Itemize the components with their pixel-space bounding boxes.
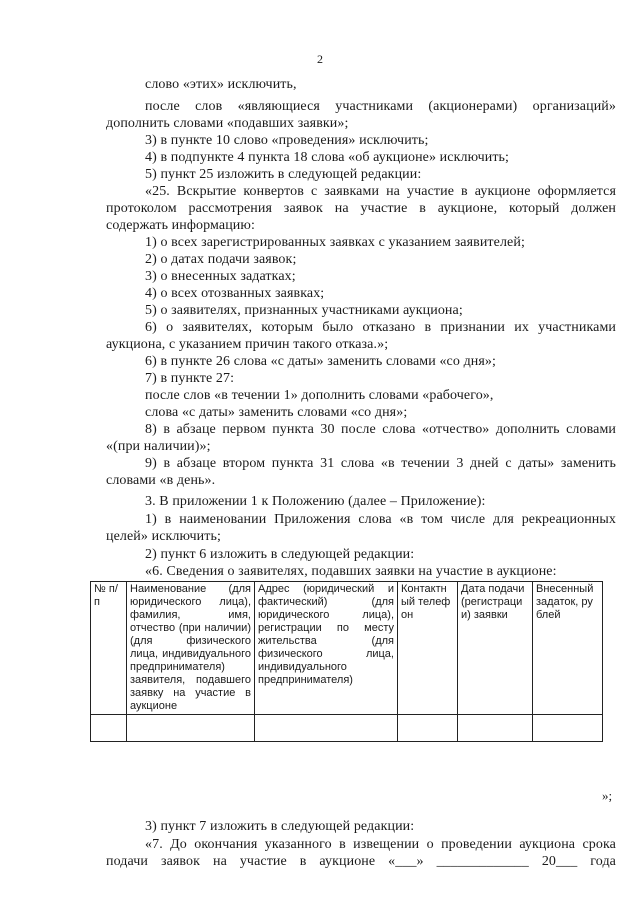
text-line: аукциона, с указанием причин такого отказа.»; — [106, 337, 389, 352]
text-line: 3) в пункте 10 слово «проведения» исключить; — [145, 133, 429, 148]
text-line: 7) в пункте 27: — [145, 371, 235, 386]
table-cell — [127, 715, 255, 742]
text-line: 3) о внесенных задатках; — [145, 269, 296, 284]
text-line: дополнить словами «подавших заявки»; — [106, 116, 349, 131]
text-line: после слов «являющиеся участниками (акционерами) организаций» — [145, 99, 616, 114]
table-cell — [398, 715, 458, 742]
text-line: целей» исключить; — [106, 529, 221, 544]
table-closing-quote: »; — [602, 788, 613, 803]
text-line: подачи заявок на участие в аукционе «___» _____________ 20___ года — [106, 854, 616, 869]
applicants-table — [90, 581, 603, 742]
page-number: 2 — [317, 52, 323, 66]
header-applicant-name: Наименование (для юридического лица), фамилия, имя, отчество (при наличии) (для физического лица, индивидуального предпринимателя) заявителя, подавшего заявку на участие в аукционе — [127, 582, 255, 715]
header-deposit: Внесенный задаток, рублей — [533, 582, 603, 715]
table-row — [91, 715, 603, 742]
table-cell — [458, 715, 533, 742]
text-line: 9) в абзаце втором пункта 31 слова «в течении 3 дней с даты» заменить — [145, 456, 616, 471]
text-line: протоколом рассмотрения заявок на участие в аукционе, который должен — [106, 201, 616, 216]
text-line: 4) в подпункте 4 пункта 18 слова «об аукционе» исключить; — [145, 150, 510, 165]
text-line: «6. Сведения о заявителях, подавших заявки на участие в аукционе: — [145, 564, 557, 579]
table-cell — [91, 715, 127, 742]
header-address: Адрес (юридический и фактический) (для юридического лица), регистрации по месту жительства (для физического лица, индивидуального предпринимателя) — [255, 582, 398, 715]
text-line: 3. В приложении 1 к Положению (далее – Приложение): — [145, 494, 486, 509]
text-line: 3) пункт 7 изложить в следующей редакции: — [145, 819, 415, 834]
text-line: 1) о всех зарегистрированных заявках с указанием заявителей; — [145, 235, 525, 250]
text-line: 6) о заявителях, которым было отказано в признании их участниками — [145, 320, 616, 335]
text-line: слово «этих» исключить, — [145, 77, 297, 92]
text-line: 2) пункт 6 изложить в следующей редакции: — [145, 547, 415, 562]
header-date: Дата подачи (регистрации) заявки — [458, 582, 533, 715]
text-line: 1) в наименовании Приложения слова «в том числе для рекреационных — [145, 512, 616, 527]
text-line: «7. До окончания указанного в извещении о проведении аукциона срока — [145, 837, 616, 852]
text-line: «(при наличии)»; — [106, 439, 211, 454]
text-line: слова «с даты» заменить словами «со дня»; — [145, 405, 408, 420]
text-line: словами «в день». — [106, 473, 216, 488]
text-line: 8) в абзаце первом пункта 30 после слова «отчество» дополнить словами — [145, 422, 616, 437]
table-header-row — [91, 582, 603, 715]
text-line: 6) в пункте 26 слова «с даты» заменить словами «со дня»; — [145, 354, 497, 369]
header-number: № п/п — [91, 582, 127, 715]
text-line: 4) о всех отозванных заявках; — [145, 286, 325, 301]
text-line: «25. Вскрытие конвертов с заявками на участие в аукционе оформляется — [145, 184, 616, 199]
table-cell — [255, 715, 398, 742]
text-line: после слов «в течении 1» дополнить словами «рабочего», — [145, 388, 494, 403]
text-line: 2) о датах подачи заявок; — [145, 252, 297, 267]
text-line: 5) о заявителях, признанных участниками аукциона; — [145, 303, 463, 318]
table-cell — [533, 715, 603, 742]
header-phone: Контактный телефон — [398, 582, 458, 715]
text-line: содержать информацию: — [106, 218, 255, 233]
text-line: 5) пункт 25 изложить в следующей редакции: — [145, 167, 422, 182]
